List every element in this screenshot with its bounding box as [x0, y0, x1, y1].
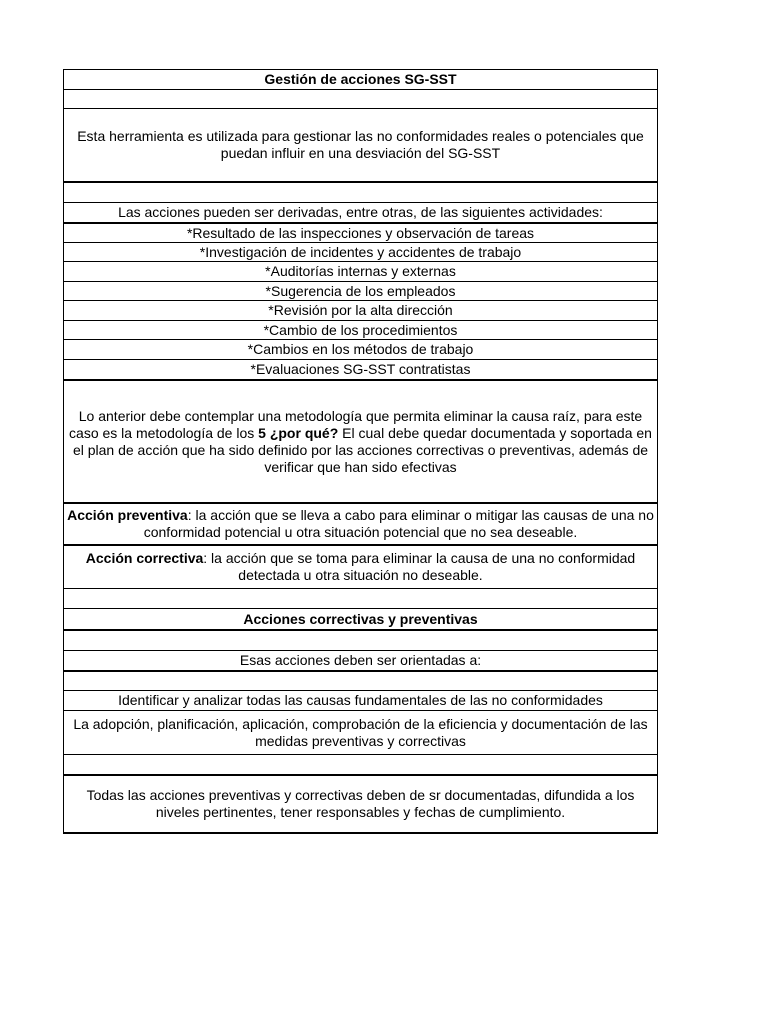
preventive-definition-row — [63, 504, 658, 546]
section-title: Acciones correctivas y preventivas — [243, 610, 478, 627]
activity-item: *Cambio de los procedimientos — [263, 321, 458, 338]
intro-text: Esta herramienta es utilizada para gestionar las no conformidades reales o potenciales que puedan influir en una desviación del SG-SST — [77, 128, 644, 161]
empty-row — [63, 755, 658, 776]
activity-item: *Sugerencia de los empleados — [265, 282, 456, 299]
activities-heading: Las acciones pueden ser derivadas, entre otras, de las siguientes actividades: — [118, 204, 603, 220]
preventive-term: Acción preventiva — [67, 507, 188, 523]
oriented-heading: Esas acciones deben ser orientadas a: — [239, 652, 482, 668]
empty-row — [63, 589, 658, 609]
activity-item: *Resultado de las inspecciones y observación de tareas — [186, 224, 535, 241]
closing-row — [63, 776, 658, 834]
empty-row — [63, 631, 658, 651]
list-item — [63, 282, 658, 301]
list-item — [63, 360, 658, 381]
corrective-definition — [66, 550, 655, 584]
corrective-definition-row — [63, 546, 658, 589]
intro-row — [63, 109, 658, 183]
activity-item: *Cambios en los métodos de trabajo — [247, 341, 474, 357]
oriented-heading-row — [63, 651, 658, 672]
methodology-five-whys: 5 ¿por qué? — [258, 424, 339, 441]
empty-row — [63, 672, 658, 691]
methodology-text-start: Lo anterior debe contemplar una metodología que permita eliminar la causa raíz, para este caso es la metodología de los — [69, 407, 643, 441]
closing-text: Todas las acciones preventivas y correctivas deben de sr documentadas, difundida a los niveles pertinentes, tener responsables y fechas de cumplimiento. — [86, 787, 635, 820]
list-item — [63, 711, 658, 755]
list-item — [63, 262, 658, 282]
empty-row — [63, 183, 658, 203]
spreadsheet-table — [63, 69, 658, 834]
section-title-row — [63, 609, 658, 631]
activity-item: *Auditorías internas y externas — [265, 263, 456, 279]
corrective-definition-text: : la acción que se toma para eliminar la causa de una no conformidad detectada u otra situación no deseable. — [203, 550, 636, 583]
list-item — [63, 340, 658, 360]
methodology-text-end: El cual debe quedar documentada y soportada en el plan de acción que ha sido definido por las acciones correctivas o preventivas, además de verificar que han sido efectivas — [72, 424, 652, 475]
list-item — [63, 691, 658, 711]
title-row — [63, 69, 658, 90]
activities-heading-row — [63, 203, 658, 224]
page-title: Gestión de acciones SG-SST — [264, 71, 457, 87]
activity-item: *Revisión por la alta dirección — [268, 302, 453, 318]
preventive-definition — [66, 507, 655, 541]
preventive-definition-text: : la acción que se lleva a cabo para eliminar o mitigar las causas de una no conformidad potencial u otra situación potencial que no sea deseable. — [143, 507, 654, 540]
methodology-row — [63, 381, 658, 504]
methodology-text — [66, 408, 655, 476]
list-item — [63, 321, 658, 340]
empty-row — [63, 90, 658, 109]
activity-item: *Evaluaciones SG-SST contratistas — [250, 361, 471, 377]
list-item — [63, 301, 658, 321]
oriented-item: Identificar y analizar todas las causas fundamentales de las no conformidades — [118, 692, 603, 708]
corrective-term: Acción correctiva — [85, 550, 204, 566]
oriented-item: La adopción, planificación, aplicación, comprobación de la eficiencia y documentación de las medidas preventivas y correctivas — [73, 715, 648, 749]
activity-item: *Investigación de incidentes y accidentes de trabajo — [199, 243, 522, 260]
list-item — [63, 243, 658, 262]
list-item — [63, 224, 658, 243]
